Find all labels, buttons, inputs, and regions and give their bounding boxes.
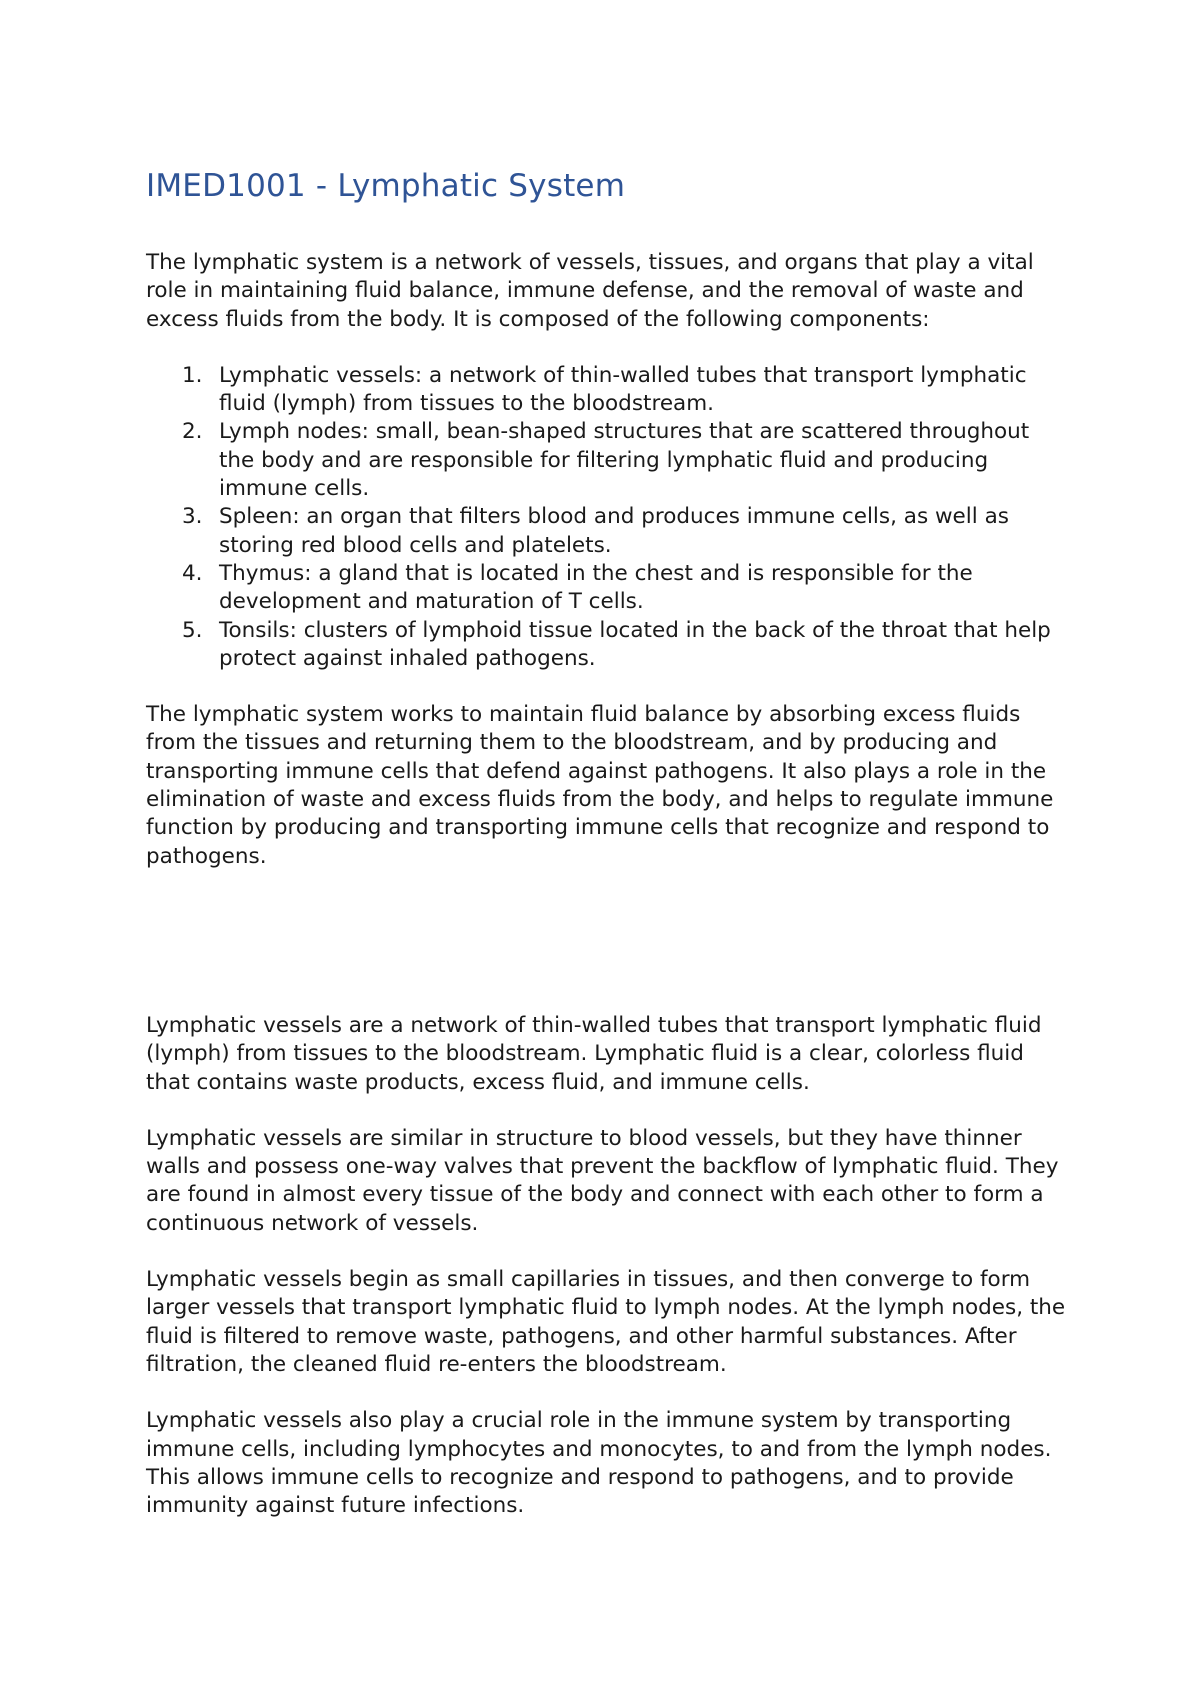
list-item-text: Lymph nodes: small, bean-shaped structures that are scattered throughout the body and are responsible for filtering lymphatic fluid and producing immune cells. xyxy=(219,419,1030,502)
vessels-paragraph: Lymphatic vessels begin as small capillaries in tissues, and then converge to form larger vessels that transport lymphatic fluid to lymph nodes. At the lymph nodes, the fluid is filtered to remove waste, pathogens, and other harmful substances. After filtration, the cleaned fluid re-enters the bloodstream. xyxy=(146,1267,1066,1377)
vessels-paragraph: Lymphatic vessels are a network of thin-walled tubes that transport lymphatic fluid (lymph) from tissues to the bloodstream. Lymphatic fluid is a clear, colorless fluid that contains waste products, excess fluid, and immune cells. xyxy=(146,1012,1042,1095)
list-item-text: Tonsils: clusters of lymphoid tissue located in the back of the throat that help protect against inhaled pathogens. xyxy=(219,617,1051,671)
list-item-text: Lymphatic vessels: a network of thin-walled tubes that transport lymphatic fluid (lymph) from tissues to the bloodstream. xyxy=(219,362,1027,417)
list-item-text: Thymus: a gland that is located in the chest and is responsible for the development and maturation of T cells. xyxy=(219,560,973,615)
intro-paragraph: The lymphatic system is a network of vessels, tissues, and organs that play a vital role in maintaining fluid balance, immune defense, and the removal of waste and excess fluids from the body. It is composed of the following components: xyxy=(146,250,1034,332)
list-item xyxy=(146,362,1066,419)
list-item-number: 5. xyxy=(182,617,203,643)
list-item-number: 1. xyxy=(182,362,203,388)
vessels-paragraph: Lymphatic vessels also play a crucial role in the immune system by transporting immune cells, including lymphocytes and monocytes, to and from the lymph nodes. This allows immune cells to recognize and respond to pathogens, and to provide immunity against future infections. xyxy=(146,1408,1052,1519)
function-paragraph: The lymphatic system works to maintain fluid balance by absorbing excess fluids from the tissues and returning them to the bloodstream, and by producing and transporting immune cells that defend against pathogens. It also plays a role in the elimination of waste and excess fluids from the body, and helps to regulate immune function by producing and transporting immune cells that recognize and respond to pathogens. xyxy=(146,702,1054,869)
list-item xyxy=(146,617,1066,674)
document-body xyxy=(146,166,1066,1548)
list-item xyxy=(146,418,1066,503)
vessels-paragraph: Lymphatic vessels are similar in structure to blood vessels, but they have thinner walls and possess one-way valves that prevent the backflow of lymphatic fluid. They are found in almost every tissue of the body and connect with each other to form a continuous network of vessels. xyxy=(146,1125,1059,1236)
list-item-text: Spleen: an organ that filters blood and produces immune cells, as well as storing red blood cells and platelets. xyxy=(219,504,1009,558)
list-item xyxy=(146,503,1066,560)
section-spacer xyxy=(146,899,1066,1012)
list-item-number: 4. xyxy=(182,560,203,586)
components-list xyxy=(146,362,1066,673)
list-item xyxy=(146,560,1066,617)
list-item-number: 3. xyxy=(182,504,203,530)
document-title: IMED1001 - Lymphatic System xyxy=(146,168,626,204)
list-item-number: 2. xyxy=(182,419,203,445)
